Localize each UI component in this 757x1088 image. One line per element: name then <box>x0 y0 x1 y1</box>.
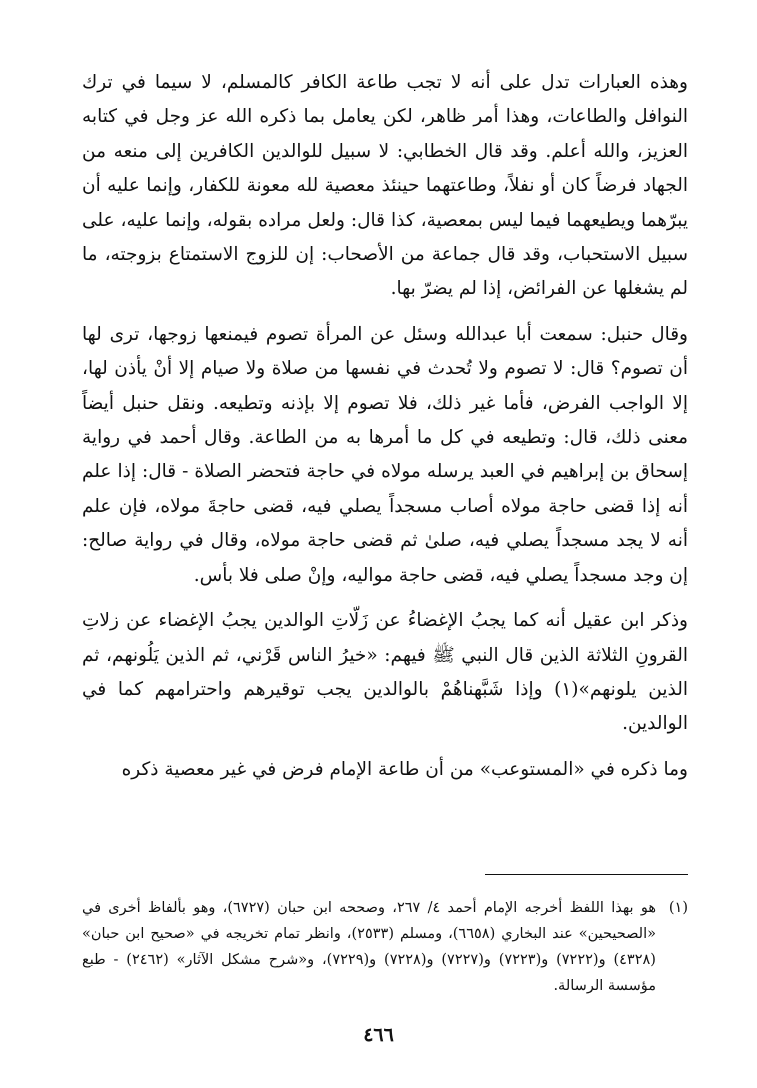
paragraph-2: وقال حنبل: سمعت أبا عبدالله وسئل عن المرأة تصوم فيمنعها زوجها، ترى لها أن تصوم؟ قال: لا تصوم ولا تُحدث في نفسها من صلاة ولا صيام إلا أنْ يأذن لها، إلا الواجب الفرض، فأما غير ذلك، فلا تصوم إلا بإذنه وتطيعه. ونقل حنبل أيضاً معنى ذلك، قال: وتطيعه في كل ما أمرها به من الطاعة. وقال أحمد في رواية إسحاق بن إبراهيم في العبد يرسله مولاه في حاجة فتحضر الصلاة - قال: إذا علم أنه إذا قضى حاجة مولاه أصاب مسجداً يصلي فيه، قضى حاجةَ مولاه، فإن علم أنه لا يجد مسجداً يصلي فيه، صلىٰ ثم قضى حاجة مولاه، وقال في رواية صالح: إن وجد مسجداً يصلي فيه، قضى حاجة مواليه، وإنْ صلى فلا بأس. <box>82 323 688 586</box>
footnote-1 <box>82 895 688 999</box>
paragraph-3: وذكر ابن عقيل أنه كما يجبُ الإغضاءُ عن زَلّاتِ الوالدين يجبُ الإغضاء عن زلاتِ القرونِ الثلاثة الذين قال النبي ﷺ فيهم: «خيرُ الناس قَرْني، ثم الذين يَلُونهم، ثم الذين يلونهم»(١) وإذا شَبَّهناهُمْ بالوالدين يجب توقيرهم واحترامهم كما في الوالدين. <box>82 610 688 735</box>
paragraph-1: وهذه العبارات تدل على أنه لا تجب طاعة الكافر كالمسلم، لا سيما في ترك النوافل والطاعات، وهذا أمر ظاهر، لكن يعامل بما ذكره الله عز وجل في كتابه العزيز، والله أعلم. وقد قال الخطابي: لا سبيل للوالدين الكافرين إلى منعه من الجهاد فرضاً كان أو نفلاً، وطاعتهما حينئذ معصية لله معونة للكفار، وإنما عليه أن يبرّهما ويطيعهما فيما ليس بمعصية، كذا قال: ولعل مراده بقوله، وإنما عليه، على سبيل الاستحباب، وقد قال جماعة من الأصحاب: إن للزوج الاستمتاع بزوجته، ما لم يشغلها عن الفرائض، إذا لم يضرّ بها. <box>82 72 688 300</box>
footnote-divider <box>485 874 688 875</box>
page-number: ٤٦٦ <box>363 1024 394 1046</box>
paragraph-4: وما ذكره في «المستوعب» من أن طاعة الإمام فرض في غير معصية ذكره <box>121 758 688 780</box>
footnotes <box>82 895 688 999</box>
footnote-marker: (١) <box>668 900 688 916</box>
main-text <box>82 66 688 787</box>
footnote-text: هو بهذا اللفظ أخرجه الإمام أحمد ٤/ ٢٦٧، وصححه ابن حبان (٦٧٢٧)، وهو بألفاظ أخرى في «الصحيحين» عند البخاري (٦٦٥٨)، ومسلم (٢٥٣٣)، وانظر تمام تخريجه في «صحيح ابن حبان» (٤٣٢٨) و(٧٢٢٢) و(٧٢٢٣) و(٧٢٢٧) و(٧٢٢٨) و(٧٢٢٩)، و«شرح مشكل الآثار» (٢٤٦٢) - طبع مؤسسة الرسالة. <box>82 900 656 994</box>
